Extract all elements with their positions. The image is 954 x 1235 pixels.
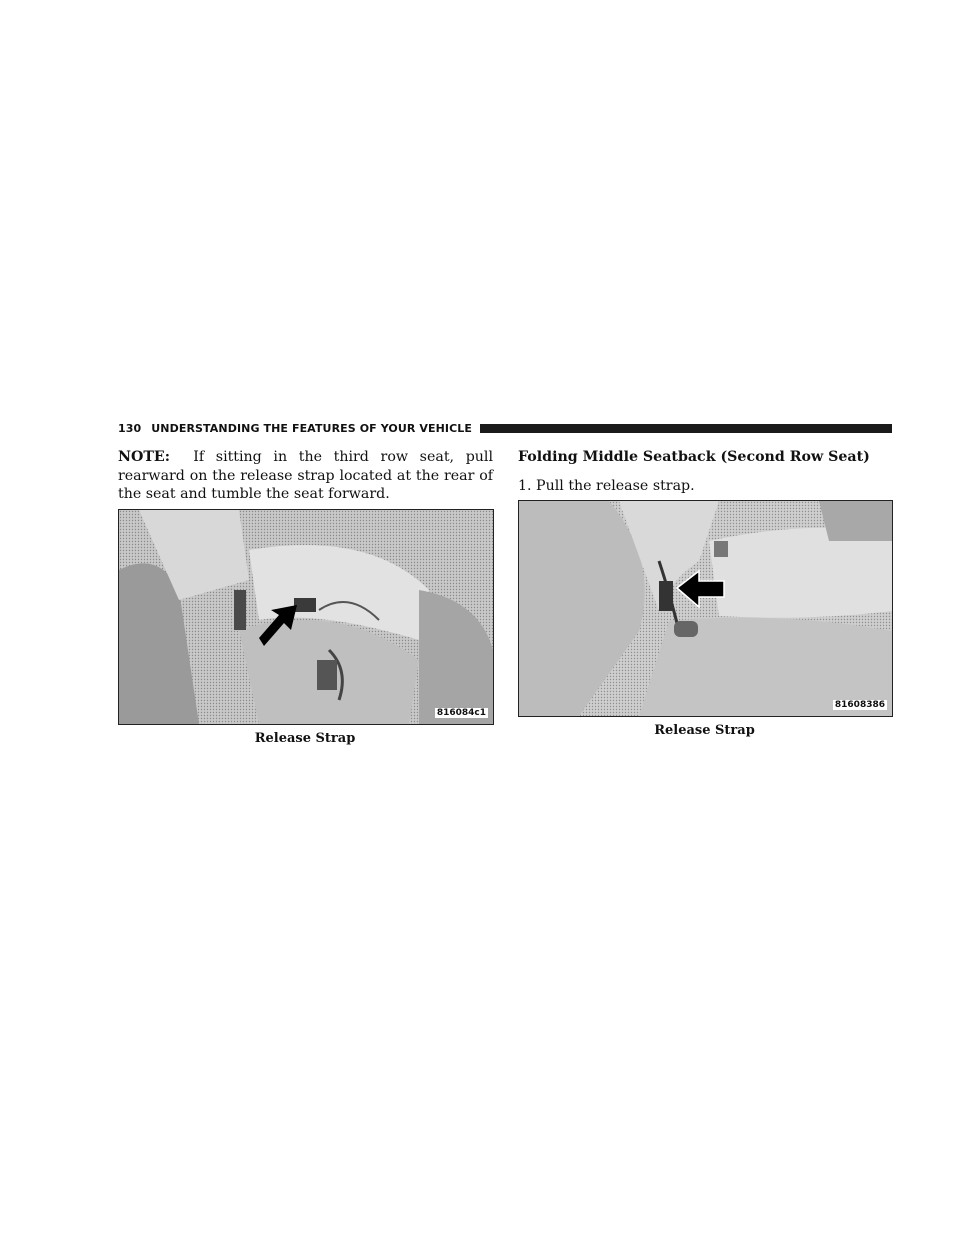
page-header xyxy=(118,420,892,436)
note-text: If sitting in the third row seat, pull rearward on the release strap located at the rear of the seat and tumble the seat forward. xyxy=(118,449,493,502)
step-1: 1. Pull the release strap. xyxy=(518,477,695,494)
header-rule xyxy=(480,424,892,433)
page-number: 130 xyxy=(118,421,142,435)
note-paragraph xyxy=(118,448,493,504)
second-row-seat-photo xyxy=(518,500,893,717)
right-column xyxy=(518,448,892,495)
left-column xyxy=(118,448,493,504)
third-row-seat-photo xyxy=(118,509,494,725)
figure-caption: Release Strap xyxy=(654,723,755,738)
figure-caption: Release Strap xyxy=(254,731,356,746)
section-title: UNDERSTANDING THE FEATURES OF YOUR VEHICLE xyxy=(151,421,472,435)
figure-code: 816084c1 xyxy=(436,708,486,718)
figure-code: 81608386 xyxy=(834,700,885,710)
note-label: NOTE: xyxy=(118,449,170,465)
section-heading: Folding Middle Seatback (Second Row Seat) xyxy=(518,449,870,465)
